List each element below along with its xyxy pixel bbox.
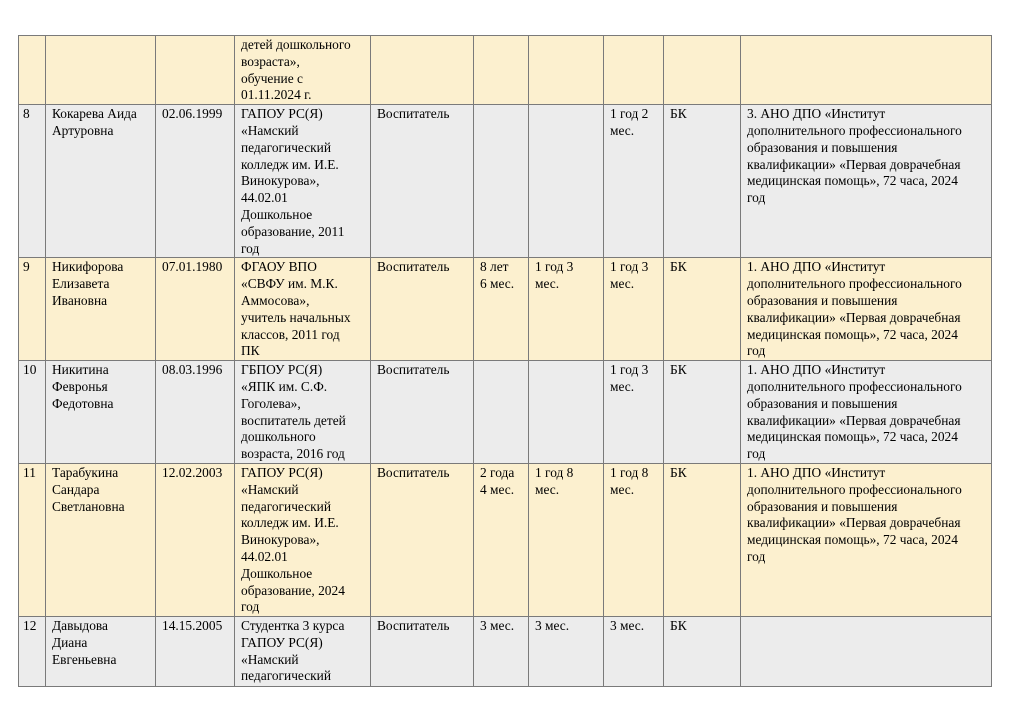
total-experience-cell: 2 года 4 мес.	[474, 463, 529, 616]
position-cell	[371, 36, 474, 105]
current-experience-cell: 1 год 3 мес.	[604, 258, 664, 361]
name-cell: Кокарева Аида Артуровна	[46, 105, 156, 258]
education-cell: Студентка 3 курса ГАПОУ РС(Я) «Намский педагогический	[235, 617, 371, 687]
table-row	[19, 36, 992, 105]
total-experience-cell	[474, 36, 529, 105]
courses-cell: 1. АНО ДПО «Институт дополнительного профессионального образования и повышения квалификации» «Первая доврачебная медицинская помощь», 72 часа, 2024 год	[741, 361, 992, 464]
position-cell: Воспитатель	[371, 105, 474, 258]
courses-cell: 1. АНО ДПО «Институт дополнительного профессионального образования и повышения квалификации» «Первая доврачебная медицинская помощь», 72 часа, 2024 год	[741, 463, 992, 616]
row-number-cell: 12	[19, 617, 46, 687]
current-experience-cell: 1 год 2 мес.	[604, 105, 664, 258]
table-row	[19, 617, 992, 687]
row-number-cell	[19, 36, 46, 105]
category-cell: БК	[664, 258, 741, 361]
name-cell	[46, 36, 156, 105]
position-cell: Воспитатель	[371, 463, 474, 616]
birthdate-cell	[156, 36, 235, 105]
birthdate-cell: 02.06.1999	[156, 105, 235, 258]
education-cell: ГАПОУ РС(Я) «Намский педагогический колледж им. И.Е. Винокурова», 44.02.01 Дошкольное образование, 2024 год	[235, 463, 371, 616]
position-cell: Воспитатель	[371, 617, 474, 687]
row-number-cell: 10	[19, 361, 46, 464]
category-cell: БК	[664, 463, 741, 616]
position-cell: Воспитатель	[371, 258, 474, 361]
total-experience-cell	[474, 361, 529, 464]
education-cell: ФГАОУ ВПО «СВФУ им. М.К. Аммосова», учитель начальных классов, 2011 год ПК	[235, 258, 371, 361]
ped-experience-cell	[529, 105, 604, 258]
category-cell: БК	[664, 105, 741, 258]
name-cell: Тарабукина Сандара Светлановна	[46, 463, 156, 616]
category-cell: БК	[664, 617, 741, 687]
current-experience-cell: 1 год 3 мес.	[604, 361, 664, 464]
category-cell: БК	[664, 361, 741, 464]
staff-table-body	[19, 36, 992, 687]
staff-table	[18, 35, 992, 687]
table-row	[19, 105, 992, 258]
current-experience-cell: 3 мес.	[604, 617, 664, 687]
education-cell: детей дошкольного возраста», обучение с 01.11.2024 г.	[235, 36, 371, 105]
birthdate-cell: 12.02.2003	[156, 463, 235, 616]
name-cell: Давыдова Диана Евгеньевна	[46, 617, 156, 687]
birthdate-cell: 08.03.1996	[156, 361, 235, 464]
total-experience-cell	[474, 105, 529, 258]
name-cell: Никитина Февронья Федотовна	[46, 361, 156, 464]
total-experience-cell: 3 мес.	[474, 617, 529, 687]
birthdate-cell: 14.15.2005	[156, 617, 235, 687]
ped-experience-cell: 1 год 8 мес.	[529, 463, 604, 616]
row-number-cell: 11	[19, 463, 46, 616]
current-experience-cell	[604, 36, 664, 105]
row-number-cell: 8	[19, 105, 46, 258]
ped-experience-cell: 1 год 3 мес.	[529, 258, 604, 361]
name-cell: Никифорова Елизавета Ивановна	[46, 258, 156, 361]
ped-experience-cell: 3 мес.	[529, 617, 604, 687]
education-cell: ГАПОУ РС(Я) «Намский педагогический колледж им. И.Е. Винокурова», 44.02.01 Дошкольное образование, 2011 год	[235, 105, 371, 258]
courses-cell	[741, 617, 992, 687]
birthdate-cell: 07.01.1980	[156, 258, 235, 361]
row-number-cell: 9	[19, 258, 46, 361]
education-cell: ГБПОУ РС(Я) «ЯПК им. С.Ф. Гоголева», воспитатель детей дошкольного возраста, 2016 год	[235, 361, 371, 464]
ped-experience-cell	[529, 361, 604, 464]
position-cell: Воспитатель	[371, 361, 474, 464]
total-experience-cell: 8 лет 6 мес.	[474, 258, 529, 361]
courses-cell: 3. АНО ДПО «Институт дополнительного профессионального образования и повышения квалификации» «Первая доврачебная медицинская помощь», 72 часа, 2024 год	[741, 105, 992, 258]
table-row	[19, 463, 992, 616]
category-cell	[664, 36, 741, 105]
ped-experience-cell	[529, 36, 604, 105]
courses-cell: 1. АНО ДПО «Институт дополнительного профессионального образования и повышения квалификации» «Первая доврачебная медицинская помощь», 72 часа, 2024 год	[741, 258, 992, 361]
table-row	[19, 258, 992, 361]
courses-cell	[741, 36, 992, 105]
table-row	[19, 361, 992, 464]
current-experience-cell: 1 год 8 мес.	[604, 463, 664, 616]
